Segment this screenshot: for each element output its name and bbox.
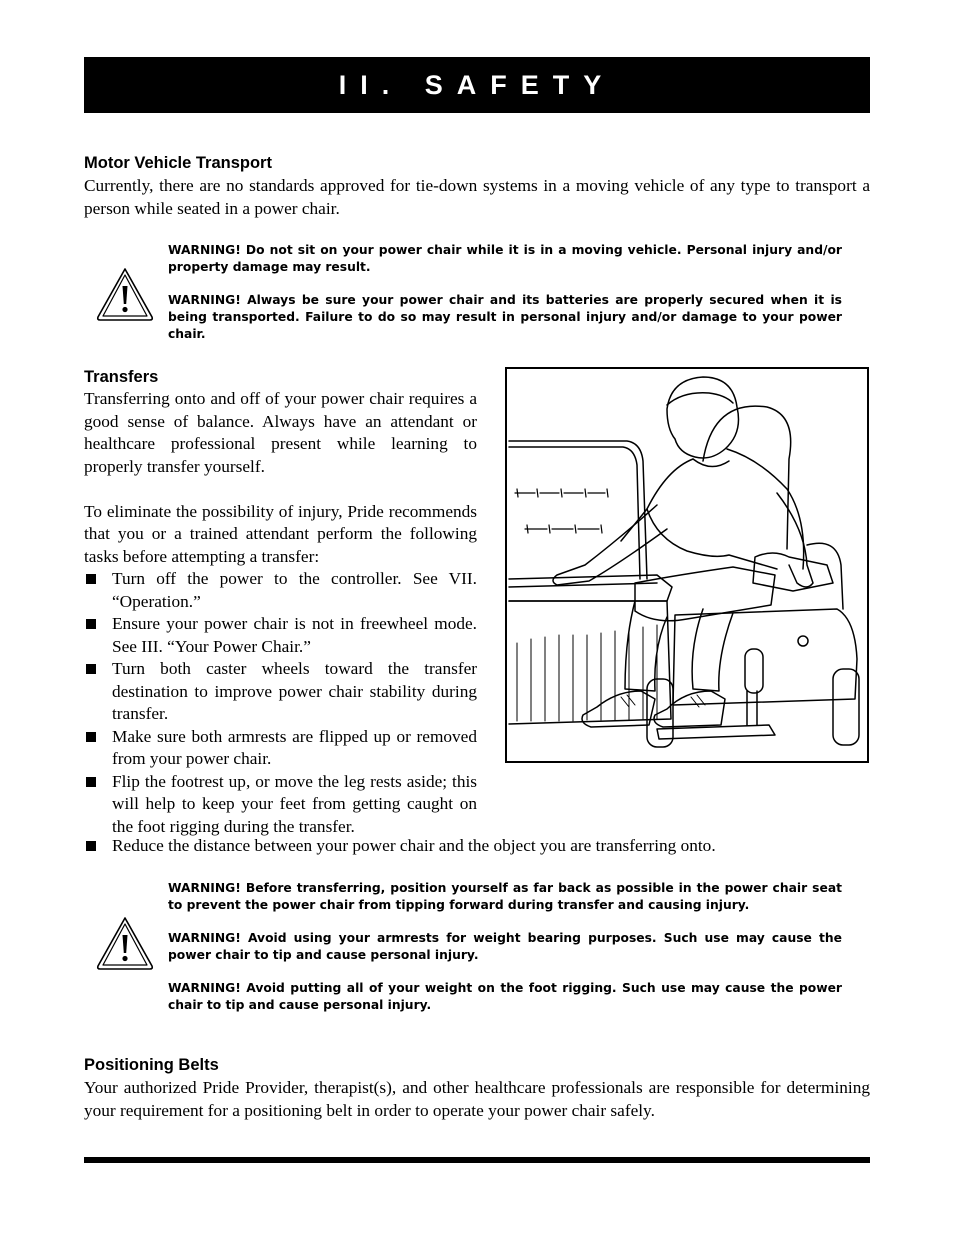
section-title: II. SAFETY bbox=[338, 69, 616, 100]
bullet-square-icon bbox=[86, 732, 96, 742]
bullet-square-icon bbox=[86, 841, 96, 851]
bullet-square-icon bbox=[86, 619, 96, 629]
list-item: Turn off the power to the controller. See VII. “Operation.” bbox=[84, 568, 477, 613]
warning-triangle-icon bbox=[95, 915, 155, 971]
warning-block-transfer bbox=[168, 880, 842, 1014]
section-banner bbox=[84, 57, 870, 113]
footer-rule bbox=[84, 1157, 870, 1163]
bullet-square-icon bbox=[86, 664, 96, 674]
warning-text: WARNING! Always be sure your power chair and its batteries are properly secured when it is being transported. Failure to do so may result in personal injury and/or damage to your power chair. bbox=[168, 293, 842, 341]
transfers-paragraph: To eliminate the possibility of injury, Pride recommends that you or a trained attendant perform the following tasks before attempting a transfer: bbox=[84, 501, 477, 566]
transfer-checklist-last bbox=[84, 835, 870, 858]
list-item: Flip the footrest up, or move the leg rests aside; this will help to keep your feet from getting caught on the foot rigging during the transfer. bbox=[84, 771, 477, 839]
warning-text: WARNING! Avoid using your armrests for weight bearing purposes. Such use may cause the power chair to tip and cause personal injury. bbox=[168, 931, 842, 962]
list-item: Make sure both armrests are flipped up or removed from your power chair. bbox=[84, 726, 477, 771]
warning-text: WARNING! Do not sit on your power chair while it is in a moving vehicle. Personal injury and/or property damage may result. bbox=[168, 243, 842, 274]
motor-vehicle-heading: Motor Vehicle Transport bbox=[84, 154, 272, 172]
bullet-square-icon bbox=[86, 777, 96, 787]
positioning-belts-body: Your authorized Pride Provider, therapist(s), and other healthcare professionals are responsible for determining your requirement for a positioning belt in order to operate your power chair safely. bbox=[84, 1078, 870, 1120]
list-item: Turn both caster wheels toward the transfer destination to improve power chair stability during transfer. bbox=[84, 658, 477, 726]
motor-vehicle-body: Currently, there are no standards approved for tie-down systems in a moving vehicle of any type to transport a person while seated in a power chair. bbox=[84, 176, 870, 218]
transfer-illustration bbox=[505, 367, 869, 763]
list-item: Reduce the distance between your power chair and the object you are transferring onto. bbox=[84, 835, 870, 858]
warning-block-vehicle bbox=[168, 242, 842, 343]
list-item: Ensure your power chair is not in freewheel mode. See III. “Your Power Chair.” bbox=[84, 613, 477, 658]
transfers-heading: Transfers bbox=[84, 368, 159, 386]
warning-triangle-icon bbox=[95, 266, 155, 322]
transfer-drawing bbox=[507, 369, 867, 761]
warning-text: WARNING! Before transferring, position yourself as far back as possible in the power chair seat to prevent the power chair from tipping forward during transfer and causing injury. bbox=[168, 881, 842, 912]
bullet-square-icon bbox=[86, 574, 96, 584]
warning-text: WARNING! Avoid putting all of your weight on the foot rigging. Such use may cause the power chair to tip and cause personal injury. bbox=[168, 981, 842, 1012]
positioning-belts-heading: Positioning Belts bbox=[84, 1056, 219, 1074]
transfers-column bbox=[84, 388, 477, 838]
transfers-paragraph: Transferring onto and off of your power chair requires a good sense of balance. Always have an attendant or healthcare professional present while learning to properly transfer yourself. bbox=[84, 389, 477, 476]
transfer-checklist bbox=[84, 568, 477, 838]
